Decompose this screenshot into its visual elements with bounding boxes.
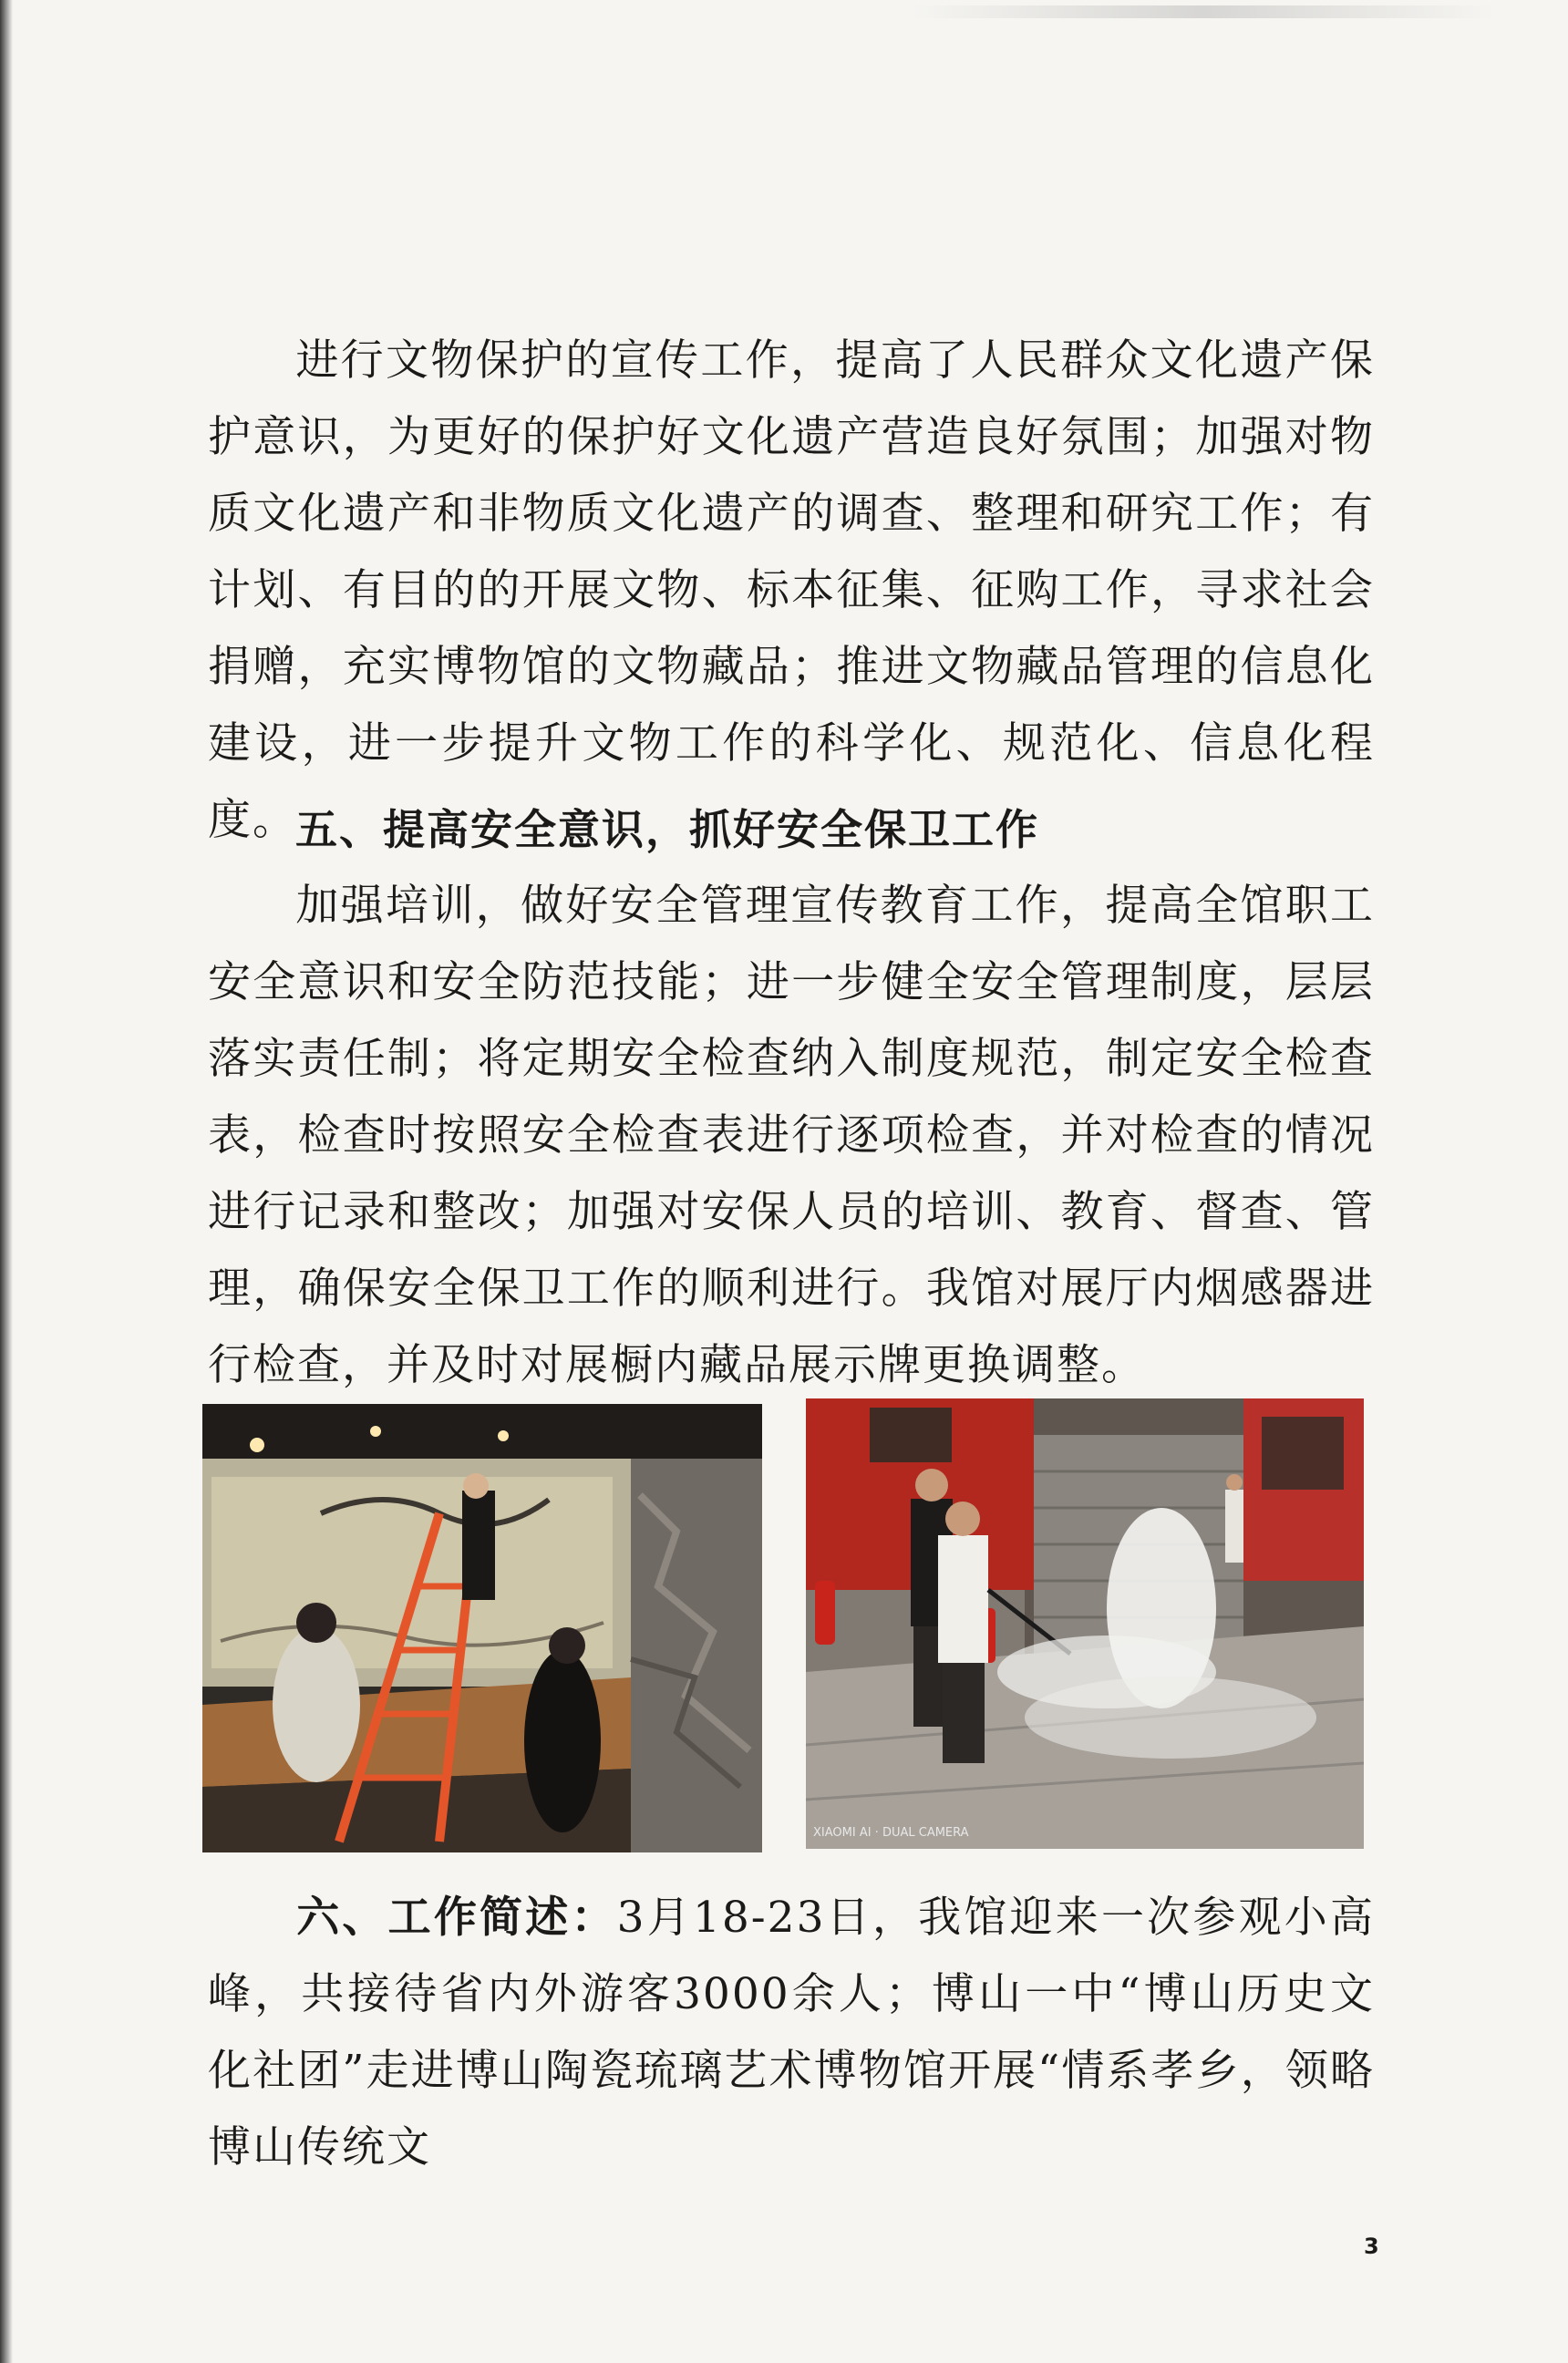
photo-fire-drill: [806, 1398, 1364, 1849]
page-number: 3: [1364, 2234, 1379, 2259]
scan-edge-shadow: [0, 0, 13, 2363]
paragraph-work-summary: [208, 1880, 1375, 2186]
photo-watermark: XIAOMI AI · DUAL CAMERA: [813, 1826, 969, 1840]
section-5-body: 加强培训，做好安全管理宣传教育工作，提高全馆职工安全意识和安全防范技能；进一步健全安全管理制度，层层落实责任制；将定期安全检查纳入制度规范，制定安全检查表，检查时按照安全检查表进行逐项检查，并对检查的情况进行记录和整改；加强对安保人员的培训、教育、督查、管理，确保安全保卫工作的顺利进行。我馆对展厅内烟感器进行检查，并及时对展橱内藏品展示牌更换调整。: [208, 881, 1375, 1390]
scan-top-mark: [912, 5, 1495, 18]
section-6-heading: 六、工作简述：: [295, 1893, 617, 1943]
section-6-body: 3月18-23日，我馆迎来一次参观小高峰，共接待省内外游客3000余人；博山一中“博山历史文化社团”走进博山陶瓷琉璃艺术博物馆开展“情系孝乡，领略博山传统文: [208, 1893, 1375, 2172]
paragraph-security-work: [208, 868, 1375, 1404]
paragraph-heritage-protection: [208, 323, 1375, 859]
photo-smoke-detector-inspection: [202, 1404, 762, 1852]
paragraph-1-text: 进行文物保护的宣传工作，提高了人民群众文化遗产保护意识，为更好的保护好文化遗产营造良好氛围；加强对物质文化遗产和非物质文化遗产的调查、整理和研究工作；有计划、有目的的开展文物、标本征集、征购工作，寻求社会捐赠，充实博物馆的文物藏品；推进文物藏品管理的信息化建设，进一步提升文物工作的科学化、规范化、信息化程度。: [208, 335, 1375, 845]
section-5-heading: 五、提高安全意识，抓好安全保卫工作: [295, 805, 1039, 854]
